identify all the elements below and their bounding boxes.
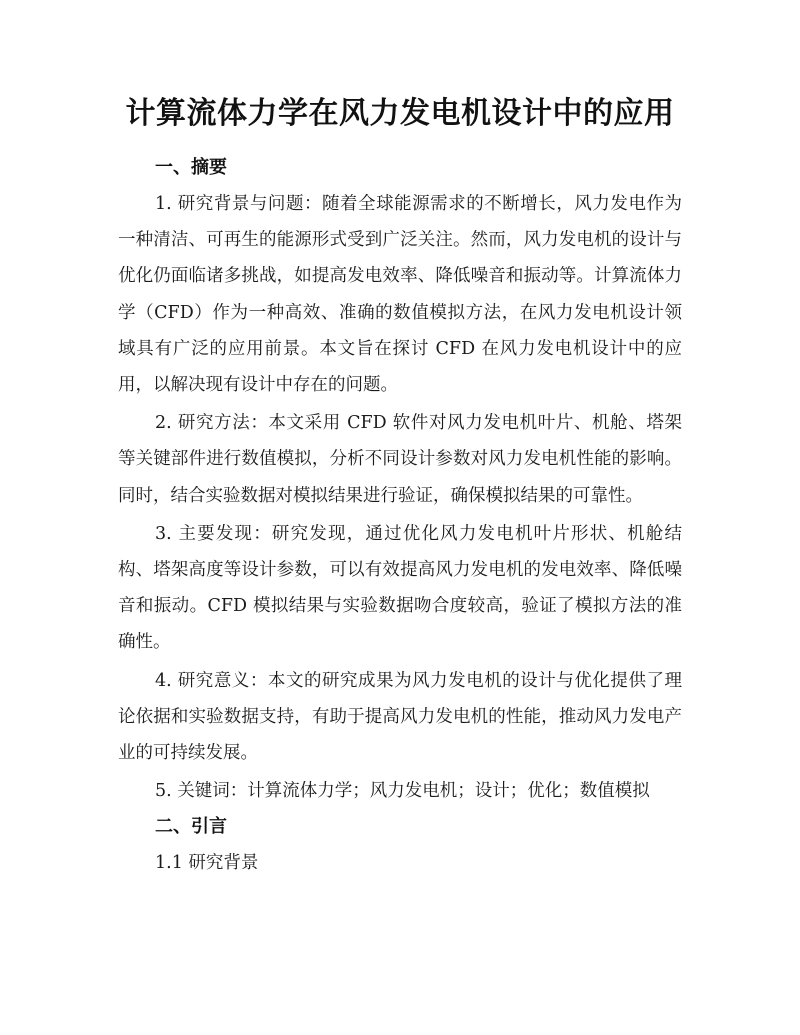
section-heading-introduction: 二、引言 bbox=[155, 816, 227, 838]
abstract-paragraph-findings: 3. 主要发现：研究发现，通过优化风力发电机叶片形状、机舱结构、塔架高度等设计参数，可以有效提高风力发电机的发电效率、降低噪音和振动。CFD 模拟结果与实验数据吻合度较高，验证了模拟方法的准确性。 bbox=[118, 523, 682, 653]
abstract-paragraph-significance: 4. 研究意义：本文的研究成果为风力发电机的设计与优化提供了理论依据和实验数据支持，有助于提高风力发电机的性能，推动风力发电产业的可持续发展。 bbox=[118, 670, 682, 764]
document-title: 计算流体力学在风力发电机设计中的应用 bbox=[125, 96, 675, 131]
abstract-paragraph-background: 1. 研究背景与问题：随着全球能源需求的不断增长，风力发电作为一种清洁、可再生的能源形式受到广泛关注。然而，风力发电机的设计与优化仍面临诸多挑战，如提高发电效率、降低噪音和振动等。计算流体力学（CFD）作为一种高效、准确的数值模拟方法，在风力发电机设计领域具有广泛的应用前景。本文旨在探讨 CFD 在风力发电机设计中的应用，以解决现有设计中存在的问题。 bbox=[118, 194, 682, 396]
abstract-paragraph-method: 2. 研究方法：本文采用 CFD 软件对风力发电机叶片、机舱、塔架等关键部件进行数值模拟，分析不同设计参数对风力发电机性能的影响。同时，结合实验数据对模拟结果进行验证，确保模拟结果的可靠性。 bbox=[118, 413, 682, 506]
subsection-heading-research-background: 1.1 研究背景 bbox=[155, 853, 259, 874]
abstract-paragraph-keywords: 5. 关键词：计算流体力学；风力发电机；设计；优化；数值模拟 bbox=[155, 781, 650, 802]
section-heading-abstract: 一、摘要 bbox=[155, 157, 227, 178]
